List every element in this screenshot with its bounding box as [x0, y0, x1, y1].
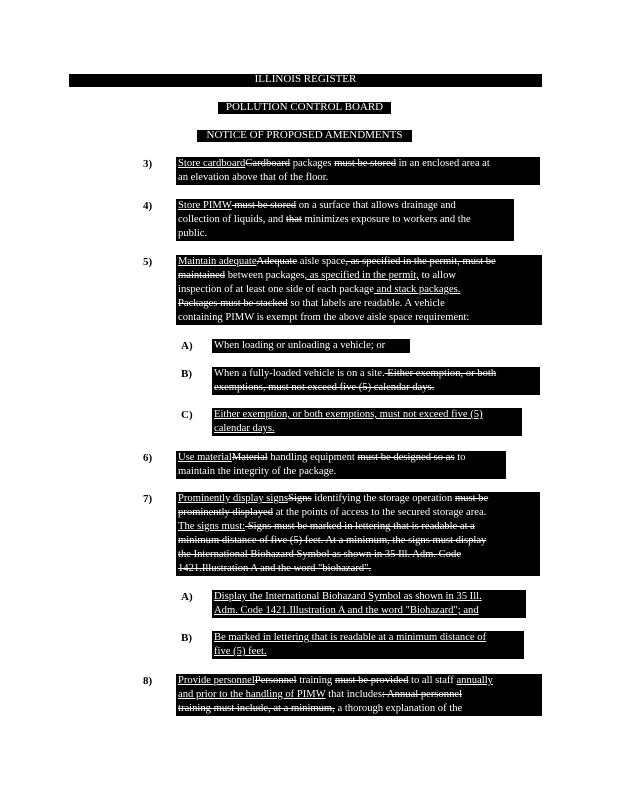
- item-5b-number: B): [181, 368, 192, 380]
- text-line: [178, 255, 540, 269]
- text-run: handling equipment: [267, 452, 358, 463]
- inserted-text: annually: [456, 675, 493, 686]
- text-line: [214, 422, 520, 436]
- text-line: [178, 688, 540, 702]
- inserted-text: Adm. Code 1421.Illustration A and the word "Biohazard"; and: [214, 605, 479, 616]
- item-6-text: [176, 451, 506, 479]
- inserted-text: Store cardboard: [178, 158, 246, 169]
- item-8-text: [176, 674, 542, 716]
- inserted-text: Maintain adequate: [178, 256, 257, 267]
- text-line: [178, 702, 540, 716]
- text-line: [178, 492, 538, 506]
- text-line: [178, 171, 538, 185]
- deleted-text: Signs must be marked in lettering that is readable at a: [245, 521, 475, 532]
- text-run: minimizes exposure to workers and the: [301, 214, 471, 225]
- item-5c-text: [212, 408, 522, 436]
- item-7b-number: B): [181, 632, 192, 644]
- deleted-text: Cardboard: [245, 158, 291, 169]
- text-run: inspection of at least one side of each package: [178, 284, 374, 295]
- text-run: at the points of access to the secured storage area.: [273, 507, 487, 518]
- text-line: [178, 199, 512, 213]
- inserted-text: Be marked in lettering that is readable at a minimum distance of: [214, 632, 487, 643]
- deleted-text: Adequate: [256, 256, 298, 267]
- deleted-text: Material: [231, 452, 268, 463]
- text-line: [178, 506, 538, 520]
- inserted-text: Either exemption, or both exemptions, must not exceed five (5): [214, 409, 483, 420]
- text-line: [214, 604, 524, 618]
- text-run: collection of liquids, and: [178, 214, 286, 225]
- deleted-text: exemptions, must not exceed five (5) calendar days.: [214, 382, 435, 393]
- text-run: When loading or unloading a vehicle; or: [214, 340, 386, 351]
- inserted-text: Prominently display signs: [178, 493, 289, 504]
- text-run: in an enclosed area at: [396, 158, 490, 169]
- text-line: [214, 339, 408, 353]
- text-line: [178, 451, 504, 465]
- text-line: [214, 645, 522, 659]
- text-run: training: [296, 675, 335, 686]
- board-name: POLLUTION CONTROL BOARD: [218, 102, 391, 114]
- text-run: packages: [290, 158, 335, 169]
- item-5c-number: C): [181, 409, 193, 421]
- item-3-number: 3): [143, 158, 153, 170]
- deleted-text: Either exemption, or both: [384, 368, 497, 379]
- text-line: [178, 548, 538, 562]
- text-run: to allow: [418, 270, 457, 281]
- inserted-text: The signs must:: [178, 521, 246, 532]
- inserted-text: and prior to the handling of PIMW: [178, 689, 326, 700]
- text-run: containing PIMW is exempt from the above aisle space requirement:: [178, 312, 470, 323]
- inserted-text: Display the International Biohazard Symbol as shown in 35 Ill.: [214, 591, 482, 602]
- item-4-text: [176, 199, 514, 241]
- inserted-text: Store PIMW: [178, 200, 232, 211]
- deleted-text: the International Biohazard Symbol as shown in 35 Ill. Adm. Code: [178, 549, 462, 560]
- item-5a-text: [212, 339, 410, 353]
- item-7-text: [176, 492, 540, 576]
- notice-title: NOTICE OF PROPOSED AMENDMENTS: [197, 130, 412, 142]
- deleted-text: that: [285, 214, 302, 225]
- item-6-number: 6): [143, 452, 153, 464]
- text-line: [214, 408, 520, 422]
- register-title: ILLINOIS REGISTER: [254, 73, 357, 85]
- item-7a-text: [212, 590, 526, 618]
- text-line: [178, 465, 504, 479]
- deleted-text: must be stored: [334, 158, 396, 169]
- text-run: aisle space: [297, 256, 346, 267]
- text-line: [178, 520, 538, 534]
- inserted-text: Use material: [178, 452, 232, 463]
- text-run: to: [454, 452, 466, 463]
- inserted-text: and stack packages.: [373, 284, 461, 295]
- inserted-text: five (5) feet.: [214, 646, 267, 657]
- text-run: on a surface that allows drainage and: [296, 200, 456, 211]
- register-header-bar: [69, 74, 542, 87]
- text-run: When a fully-loaded vehicle is on a site.: [214, 368, 385, 379]
- deleted-text: maintained: [178, 270, 226, 281]
- inserted-text: Provide personnel: [178, 675, 255, 686]
- item-4-number: 4): [143, 200, 153, 212]
- text-line: [214, 631, 522, 645]
- deleted-text: Packages must be stacked: [178, 298, 288, 309]
- deleted-text: : Annual personnel: [382, 689, 463, 700]
- deleted-text: must be designed so as: [357, 452, 455, 463]
- text-run: an elevation above that of the floor.: [178, 172, 329, 183]
- text-run: public.: [178, 228, 208, 239]
- item-7b-text: [212, 631, 524, 659]
- deleted-text: must be: [454, 493, 489, 504]
- text-line: [178, 213, 512, 227]
- item-3-text: [176, 157, 540, 185]
- text-line: [178, 227, 512, 241]
- item-5-text: [176, 255, 542, 325]
- text-run: identifying the storage operation: [311, 493, 455, 504]
- text-run: maintain the integrity of the package.: [178, 466, 337, 477]
- item-5b-text: [212, 367, 540, 395]
- deleted-text: Signs: [288, 493, 312, 504]
- item-5a-number: A): [181, 340, 193, 352]
- text-line: [178, 269, 540, 283]
- inserted-text: , as specified in the permit,: [304, 270, 419, 281]
- text-line: [178, 297, 540, 311]
- text-line: [178, 157, 538, 171]
- text-line: [178, 283, 540, 297]
- text-line: [214, 381, 538, 395]
- text-run: to all staff: [408, 675, 457, 686]
- deleted-text: minimum distance of five (5) feet. At a minimum, the signs must display: [178, 535, 487, 546]
- deleted-text: must be provided: [334, 675, 409, 686]
- deleted-text: , as specified in the permit, must be: [345, 256, 496, 267]
- text-line: [178, 534, 538, 548]
- text-line: [178, 311, 540, 325]
- text-line: [214, 590, 524, 604]
- text-run: between packages: [225, 270, 305, 281]
- item-8-number: 8): [143, 675, 153, 687]
- deleted-text: prominently displayed: [178, 507, 274, 518]
- deleted-text: 1421.Illustration A and the word "biohazard".: [178, 563, 372, 574]
- deleted-text: must be stored: [231, 200, 297, 211]
- text-run: a thorough explanation of the: [334, 703, 463, 714]
- text-run: so that labels are readable. A vehicle: [287, 298, 445, 309]
- deleted-text: Personnel: [254, 675, 297, 686]
- text-line: [178, 674, 540, 688]
- item-7a-number: A): [181, 591, 193, 603]
- item-7-number: 7): [143, 493, 153, 505]
- text-line: [178, 562, 538, 576]
- deleted-text: training must include, at a minimum,: [178, 703, 335, 714]
- text-line: [214, 367, 538, 381]
- text-run: that includes: [325, 689, 383, 700]
- item-5-number: 5): [143, 256, 153, 268]
- inserted-text: calendar days.: [214, 423, 275, 434]
